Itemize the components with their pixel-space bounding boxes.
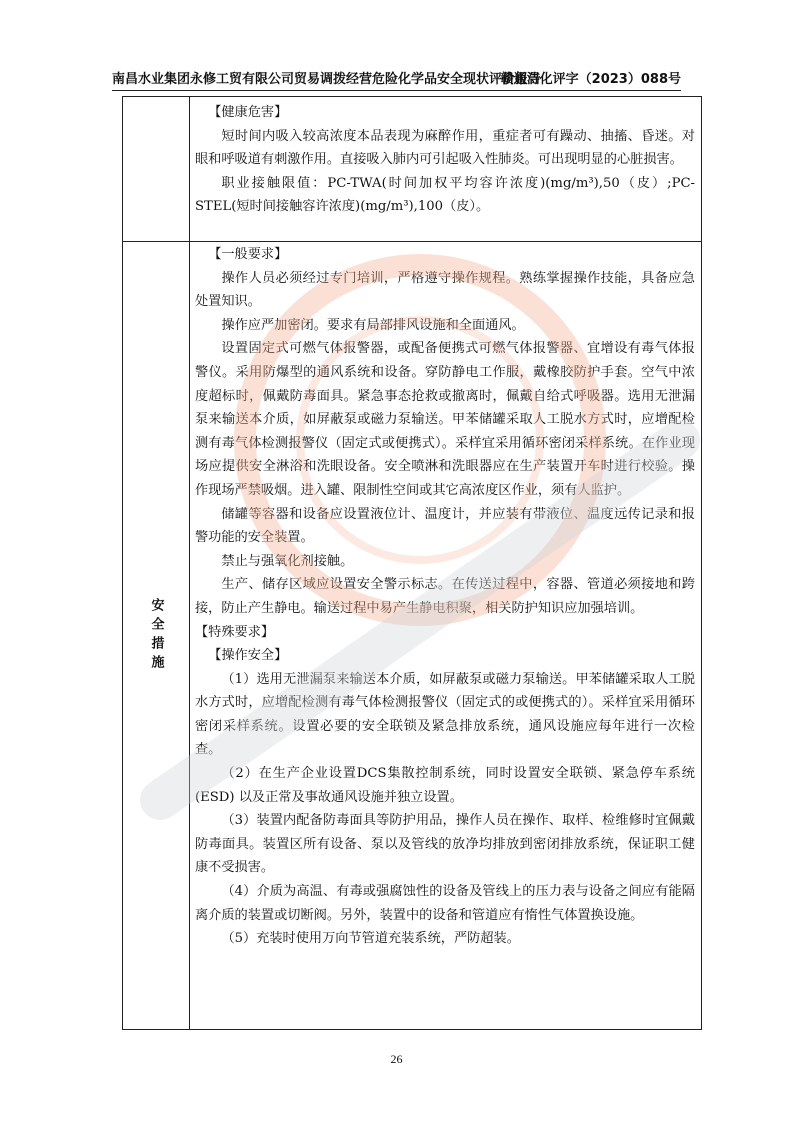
header-report-title: 南昌水业集团永修工贸有限公司贸易调拨经营危险化学品安全现状评价报告 <box>112 72 542 87</box>
safety-measures-cell <box>195 243 695 951</box>
safety-measures-label: 安全措施 <box>148 597 164 674</box>
hazard-table <box>122 96 702 1030</box>
numbered-item: （5）充装时使用万向节管道充装系统，严防超装。 <box>221 931 520 947</box>
exposure-limit-paragraph: 职业接触限值：PC-TWA(时间加权平均容许浓度)(mg/m³),50（皮）;PC-STEL(短时间接触容许浓度)(mg/m³),100（皮）。 <box>195 175 695 215</box>
special-requirements-heading: 【特殊要求】 <box>195 624 275 640</box>
numbered-item: （2）在生产企业设置DCS集散控制系统，同时设置安全联锁、紧急停车系统(ESD) 以及正常及事故通风设施并独立设置。 <box>195 766 695 805</box>
paragraph: 操作应严加密闭。要求有局部排风设施和全面通风。 <box>221 317 525 333</box>
health-hazard-cell <box>195 101 695 219</box>
page-number: 26 <box>390 1052 403 1066</box>
paragraph: 生产、储存区域应设置安全警示标志。在传送过程中，容器、管道必须接地和跨接，防止产生静电。输送过程中易产生静电积聚，相关防护知识应加强培训。 <box>195 577 695 616</box>
column-divider <box>189 97 190 1029</box>
numbered-item: （4）介质为高温、有毒或强腐蚀性的设备及管线上的压力表与设备之间应有能隔离介质的装置或切断阀。另外，装置中的设备和管道应有惰性气体置换设施。 <box>195 884 695 923</box>
header-report-number: 赣通浔化评字（2023）088号 <box>500 72 681 87</box>
paragraph: 设置固定式可燃气体报警器，或配备便携式可燃气体报警器、宜增设有毒气体报警仪。采用防爆型的通风系统和设备。穿防静电工作服，戴橡胶防护手套。空气中浓度超标时，佩戴防毒面具。紧急事态抢救或撤离时，佩戴自给式呼吸器。选用无泄漏泵来输送本介质，如屏蔽泵或磁力泵输送。甲苯储罐采取人工脱水方式时，应增配检测有毒气体检测报警仪（固定式或便携式）。采样宜采用循环密闭采样系统。在作业现场应提供安全淋浴和洗眼设备。安全喷淋和洗眼器应在生产装置开车时进行校验。操作现场严禁吸烟。进入罐、限制性空间或其它高浓度区作业，须有人监护。 <box>195 341 695 498</box>
numbered-item: （3）装置内配备防毒面具等防护用品，操作人员在操作、取样、检维修时宜佩戴防毒面具。装置区所有设备、泵以及管线的放净均排放到密闭排放系统，保证职工健康不受损害。 <box>195 813 695 876</box>
paragraph: 操作人员必须经过专门培训，严格遵守操作规程。熟练掌握操作技能，具备应急处置知识。 <box>195 270 695 310</box>
health-hazard-heading: 【健康危害】 <box>208 105 288 120</box>
row-divider <box>123 241 701 242</box>
health-hazard-paragraph: 短时间内吸入较高浓度本品表现为麻醉作用，重症者可有躁动、抽搐、昏迷。对眼和呼吸道有刺激作用。直接吸入肺内可引起吸入性肺炎。可出现明显的心脏损害。 <box>195 128 695 168</box>
paragraph: 禁止与强氧化剂接触。 <box>221 553 354 569</box>
paragraph: 储罐等容器和设备应设置液位计、温度计，并应装有带液位、温度远传记录和报警功能的安全装置。 <box>195 506 695 546</box>
general-requirements-heading: 【一般要求】 <box>208 247 288 262</box>
header-rule <box>112 90 681 91</box>
page-header <box>112 68 681 88</box>
operation-safety-heading: 【操作安全】 <box>208 648 288 664</box>
numbered-item: （1）选用无泄漏泵来输送本介质，如屏蔽泵或磁力泵输送。甲苯储罐采取人工脱水方式时，应增配检测有毒气体检测报警仪（固定式的或便携式的）。采样宜采用循环密闭采样系统。设置必要的安全联锁及紧急排放系统，通风设施应每年进行一次检查。 <box>195 671 695 758</box>
safety-measures-label-cell <box>123 242 189 1029</box>
